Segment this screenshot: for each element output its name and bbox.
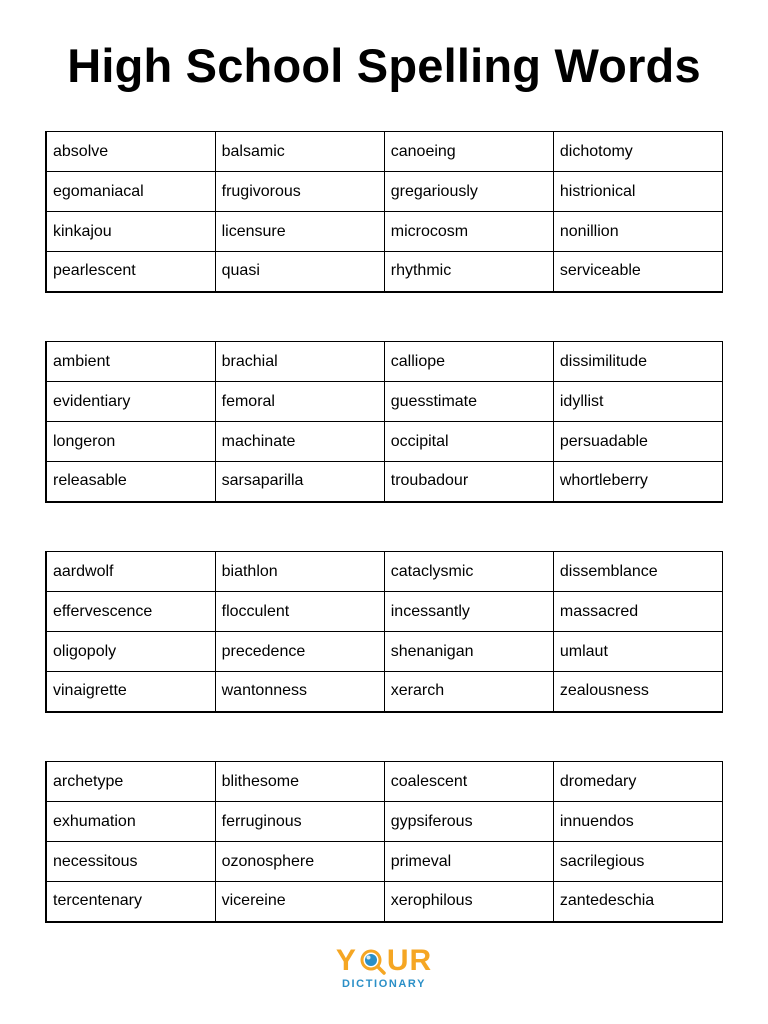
word-cell: blithesome xyxy=(215,762,384,802)
word-cell: microcosm xyxy=(384,212,553,252)
word-cell: dichotomy xyxy=(553,132,722,172)
word-cell: shenanigan xyxy=(384,632,553,672)
word-cell: dissemblance xyxy=(553,552,722,592)
word-cell: evidentiary xyxy=(46,382,215,422)
word-cell: sacrilegious xyxy=(553,842,722,882)
word-cell: serviceable xyxy=(553,252,722,292)
logo-subtitle: DICTIONARY xyxy=(341,978,427,990)
word-table xyxy=(45,551,723,713)
magnifier-icon xyxy=(358,947,386,975)
table-row xyxy=(46,132,723,172)
word-cell: calliope xyxy=(384,342,553,382)
word-cell: nonillion xyxy=(553,212,722,252)
page-title: High School Spelling Words xyxy=(67,39,701,92)
table-row xyxy=(46,382,723,422)
word-cell: cataclysmic xyxy=(384,552,553,592)
word-cell: oligopoly xyxy=(46,632,215,672)
word-cell: sarsaparilla xyxy=(215,462,384,502)
word-cell: xerarch xyxy=(384,672,553,712)
table-row xyxy=(46,212,723,252)
word-cell: necessitous xyxy=(46,842,215,882)
word-table xyxy=(45,341,723,503)
word-cell: occipital xyxy=(384,422,553,462)
table-row xyxy=(46,422,723,462)
word-cell: archetype xyxy=(46,762,215,802)
word-cell: dissimilitude xyxy=(553,342,722,382)
table-row xyxy=(46,552,723,592)
word-cell: exhumation xyxy=(46,802,215,842)
word-cell: vinaigrette xyxy=(46,672,215,712)
word-cell: gregariously xyxy=(384,172,553,212)
word-cell: flocculent xyxy=(215,592,384,632)
word-cell: biathlon xyxy=(215,552,384,592)
table-row xyxy=(46,172,723,212)
word-cell: absolve xyxy=(46,132,215,172)
table-row xyxy=(46,342,723,382)
word-cell: massacred xyxy=(553,592,722,632)
word-cell: whortleberry xyxy=(553,462,722,502)
word-cell: zealousness xyxy=(553,672,722,712)
yourdictionary-logo[interactable] xyxy=(0,945,768,991)
word-cell: ferruginous xyxy=(215,802,384,842)
word-cell: vicereine xyxy=(215,882,384,922)
word-cell: balsamic xyxy=(215,132,384,172)
word-cell: histrionical xyxy=(553,172,722,212)
word-cell: femoral xyxy=(215,382,384,422)
word-cell: xerophilous xyxy=(384,882,553,922)
word-cell: machinate xyxy=(215,422,384,462)
table-row xyxy=(46,842,723,882)
word-cell: zantedeschia xyxy=(553,882,722,922)
word-cell: guesstimate xyxy=(384,382,553,422)
word-cell: idyllist xyxy=(553,382,722,422)
word-table xyxy=(45,761,723,923)
word-cell: quasi xyxy=(215,252,384,292)
word-cell: aardwolf xyxy=(46,552,215,592)
word-cell: innuendos xyxy=(553,802,722,842)
word-cell: primeval xyxy=(384,842,553,882)
word-cell: dromedary xyxy=(553,762,722,802)
word-cell: gypsiferous xyxy=(384,802,553,842)
word-cell: kinkajou xyxy=(46,212,215,252)
word-cell: ozonosphere xyxy=(215,842,384,882)
table-row xyxy=(46,592,723,632)
word-cell: wantonness xyxy=(215,672,384,712)
word-cell: rhythmic xyxy=(384,252,553,292)
word-cell: incessantly xyxy=(384,592,553,632)
word-cell: effervescence xyxy=(46,592,215,632)
word-cell: coalescent xyxy=(384,762,553,802)
word-cell: ambient xyxy=(46,342,215,382)
logo-letter-y: Y xyxy=(335,944,357,977)
word-cell: frugivorous xyxy=(215,172,384,212)
logo-wordmark xyxy=(336,945,432,977)
table-row xyxy=(46,252,723,292)
word-cell: canoeing xyxy=(384,132,553,172)
word-table xyxy=(45,131,723,293)
word-cell: egomaniacal xyxy=(46,172,215,212)
word-cell: licensure xyxy=(215,212,384,252)
word-cell: releasable xyxy=(46,462,215,502)
table-row xyxy=(46,802,723,842)
table-row xyxy=(46,632,723,672)
table-row xyxy=(46,672,723,712)
word-cell: persuadable xyxy=(553,422,722,462)
word-cell: precedence xyxy=(215,632,384,672)
word-cell: longeron xyxy=(46,422,215,462)
table-row xyxy=(46,882,723,922)
word-cell: troubadour xyxy=(384,462,553,502)
word-cell: umlaut xyxy=(553,632,722,672)
table-row xyxy=(46,762,723,802)
word-cell: tercentenary xyxy=(46,882,215,922)
table-row xyxy=(46,462,723,502)
word-cell: brachial xyxy=(215,342,384,382)
word-cell: pearlescent xyxy=(46,252,215,292)
logo-letters-ur: UR xyxy=(386,944,433,977)
